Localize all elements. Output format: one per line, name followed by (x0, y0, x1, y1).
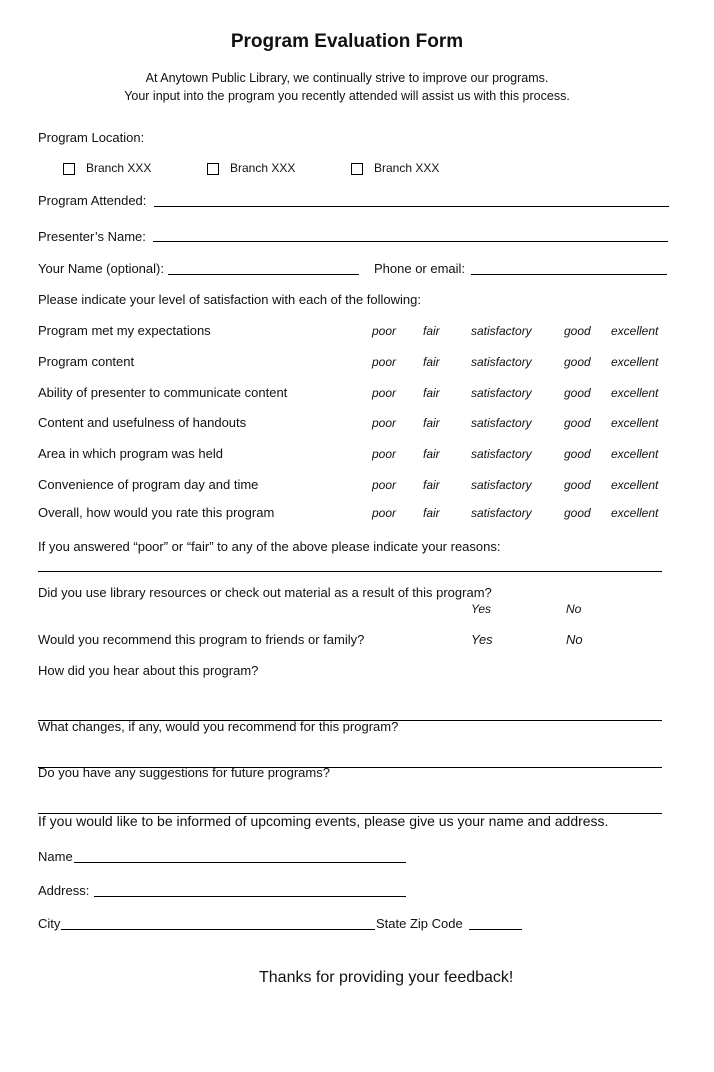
rating-satisfactory[interactable]: satisfactory (471, 386, 532, 400)
library-resources-question: Did you use library resources or check out material as a result of this program? (38, 585, 492, 600)
rating-satisfactory[interactable]: satisfactory (471, 506, 532, 520)
satisfaction-item-label: Area in which program was held (38, 446, 223, 461)
rating-excellent[interactable]: excellent (611, 355, 659, 369)
rating-satisfactory[interactable]: satisfactory (471, 447, 532, 461)
contact-state-zip-field[interactable] (469, 929, 522, 930)
recommend-question: Would you recommend this program to friends or family? (38, 632, 365, 647)
rating-good[interactable]: good (564, 386, 591, 400)
phone-email-field[interactable] (471, 274, 667, 275)
intro-line-1: At Anytown Public Library, we continually strive to improve our programs. (145, 71, 549, 85)
contact-prompt: If you would like to be informed of upcoming events, please give us your name and address. (38, 813, 609, 829)
recommend-no[interactable]: No (566, 632, 583, 647)
rating-excellent[interactable]: excellent (611, 447, 659, 461)
phone-email-label: Phone or email: (374, 261, 466, 276)
contact-city-label: City (38, 916, 61, 931)
reasons-answer-line[interactable] (38, 571, 662, 572)
branch-option-label-3: Branch XXX (374, 161, 440, 175)
branch-checkbox-1[interactable] (63, 163, 75, 175)
rating-excellent[interactable]: excellent (611, 506, 659, 520)
rating-fair[interactable]: fair (423, 416, 440, 430)
page-title: Program Evaluation Form (230, 31, 464, 52)
contact-name-label: Name (38, 849, 73, 864)
rating-poor[interactable]: poor (372, 416, 397, 430)
satisfaction-item-label: Ability of presenter to communicate content (38, 385, 288, 400)
rating-good[interactable]: good (564, 447, 591, 461)
rating-fair[interactable]: fair (423, 506, 440, 520)
rating-fair[interactable]: fair (423, 386, 440, 400)
branch-option-label-2: Branch XXX (230, 161, 296, 175)
rating-fair[interactable]: fair (423, 478, 440, 492)
rating-poor[interactable]: poor (372, 478, 397, 492)
rating-excellent[interactable]: excellent (611, 386, 659, 400)
rating-fair[interactable]: fair (423, 324, 440, 338)
presenter-name-label: Presenter’s Name: (38, 229, 146, 244)
intro-line-2: Your input into the program you recently attended will assist us with this process. (124, 89, 570, 103)
rating-poor[interactable]: poor (372, 506, 397, 520)
rating-good[interactable]: good (564, 355, 591, 369)
rating-good[interactable]: good (564, 416, 591, 430)
satisfaction-item-label: Overall, how would you rate this program (38, 505, 275, 520)
suggestions-question: Do you have any suggestions for future programs? (38, 765, 330, 780)
satisfaction-item-label: Program content (38, 354, 135, 369)
rating-poor[interactable]: poor (372, 355, 397, 369)
rating-poor[interactable]: poor (372, 386, 397, 400)
rating-good[interactable]: good (564, 478, 591, 492)
rating-fair[interactable]: fair (423, 447, 440, 461)
contact-city-field[interactable] (61, 929, 375, 930)
your-name-field[interactable] (168, 274, 359, 275)
recommend-yes[interactable]: Yes (471, 632, 493, 647)
branch-checkbox-3[interactable] (351, 163, 363, 175)
rating-satisfactory[interactable]: satisfactory (471, 478, 532, 492)
rating-excellent[interactable]: excellent (611, 478, 659, 492)
program-attended-field[interactable] (154, 206, 669, 207)
contact-address-label: Address: (38, 883, 90, 898)
program-location-label: Program Location: (38, 130, 145, 145)
changes-question: What changes, if any, would you recommend for this program? (38, 719, 399, 734)
satisfaction-item-label: Content and usefulness of handouts (38, 415, 247, 430)
branch-checkbox-2[interactable] (207, 163, 219, 175)
rating-fair[interactable]: fair (423, 355, 440, 369)
reasons-question: If you answered “poor” or “fair” to any of the above please indicate your reasons: (38, 539, 501, 554)
satisfaction-item-label: Program met my expectations (38, 323, 211, 338)
your-name-label: Your Name (optional): (38, 261, 164, 276)
rating-good[interactable]: good (564, 506, 591, 520)
rating-satisfactory[interactable]: satisfactory (471, 416, 532, 430)
rating-satisfactory[interactable]: satisfactory (471, 324, 532, 338)
branch-option-label-1: Branch XXX (86, 161, 152, 175)
rating-excellent[interactable]: excellent (611, 324, 659, 338)
library-resources-yes[interactable]: Yes (471, 602, 492, 616)
library-resources-no[interactable]: No (566, 602, 582, 616)
contact-name-field[interactable] (74, 862, 406, 863)
presenter-name-field[interactable] (153, 241, 668, 242)
thanks-message: Thanks for providing your feedback! (259, 969, 514, 986)
program-attended-label: Program Attended: (38, 193, 147, 208)
satisfaction-item-label: Convenience of program day and time (38, 477, 259, 492)
contact-state-zip-label: State Zip Code (376, 916, 463, 931)
satisfaction-prompt: Please indicate your level of satisfaction with each of the following: (38, 292, 421, 307)
contact-address-field[interactable] (94, 896, 406, 897)
hear-about-question: How did you hear about this program? (38, 663, 259, 678)
rating-poor[interactable]: poor (372, 324, 397, 338)
rating-excellent[interactable]: excellent (611, 416, 659, 430)
rating-poor[interactable]: poor (372, 447, 397, 461)
rating-satisfactory[interactable]: satisfactory (471, 355, 532, 369)
rating-good[interactable]: good (564, 324, 591, 338)
